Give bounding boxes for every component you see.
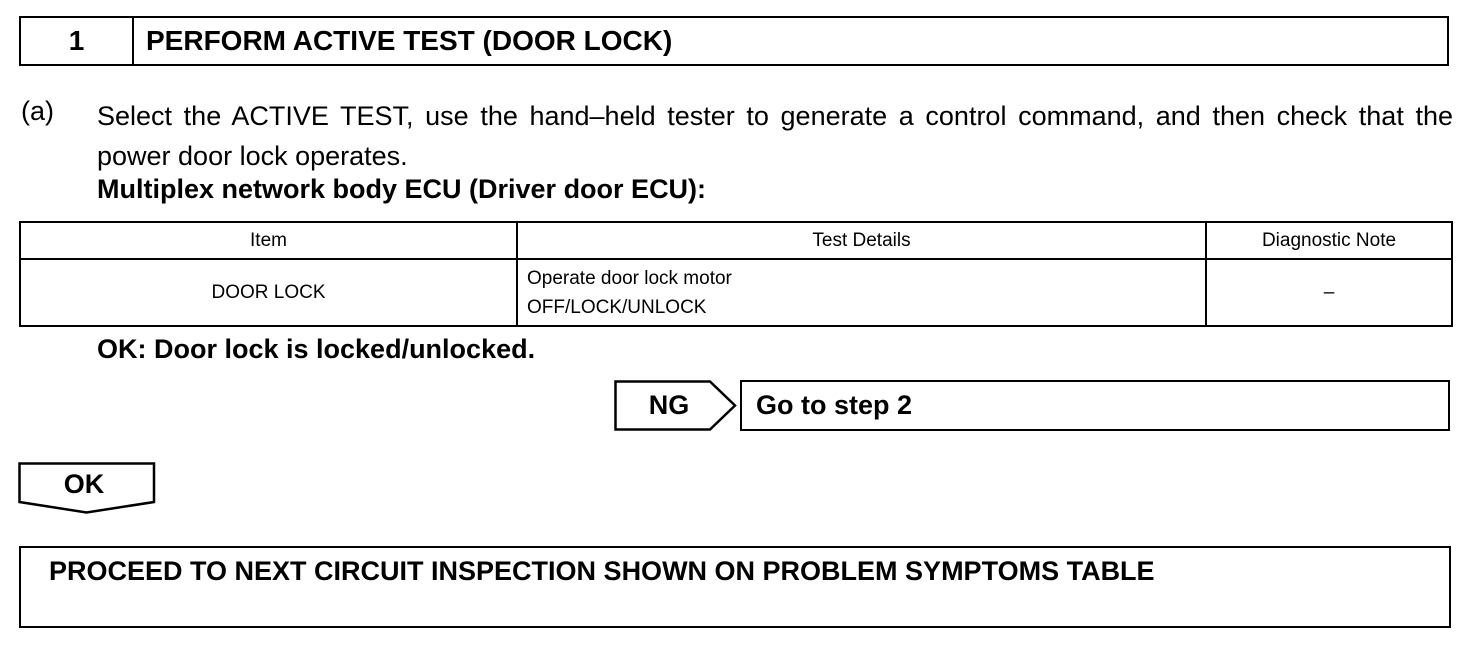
step-header	[19, 16, 1449, 66]
column-header-test-details: Test Details	[517, 222, 1206, 259]
ecu-subheading: Multiplex network body ECU (Driver door ECU):	[97, 174, 707, 204]
step-title: PERFORM ACTIVE TEST (DOOR LOCK)	[146, 25, 673, 56]
goto-step-link[interactable]: Go to step 2	[740, 380, 1450, 431]
instruction-marker: (a)	[21, 96, 54, 126]
proceed-box: PROCEED TO NEXT CIRCUIT INSPECTION SHOWN ON PROBLEM SYMPTOMS TABLE	[19, 546, 1451, 628]
cell-test-details	[517, 259, 1206, 326]
column-header-item: Item	[20, 222, 517, 259]
cell-diagnostic-note: –	[1206, 259, 1452, 326]
step-number: 1	[21, 18, 134, 64]
ok-label: OK	[63, 468, 105, 499]
test-details-line: Operate door lock motor	[527, 267, 732, 289]
instruction-text: Select the ACTIVE TEST, use the hand–held tester to generate a control command, and then check that the power door lock operates.	[97, 101, 1453, 171]
cell-item: DOOR LOCK	[20, 259, 517, 326]
ok-criteria: OK: Door lock is locked/unlocked.	[97, 334, 536, 364]
table-row	[20, 259, 1452, 326]
active-test-table	[19, 221, 1453, 327]
table-header-row	[20, 222, 1452, 259]
ng-label: NG	[648, 390, 690, 420]
test-details-line: OFF/LOCK/UNLOCK	[527, 296, 707, 318]
column-header-diagnostic-note: Diagnostic Note	[1206, 222, 1452, 259]
